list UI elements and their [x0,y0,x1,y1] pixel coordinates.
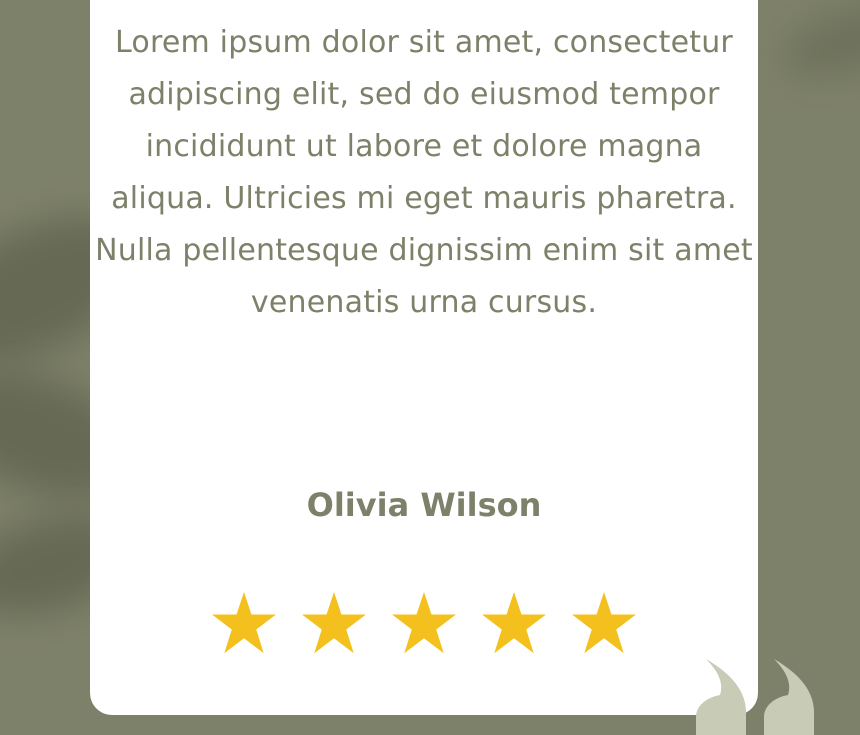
leaf-shadow [774,0,860,92]
quotation-mark-icon [690,655,830,735]
star-icon [300,590,368,658]
star-icon [210,590,278,658]
star-icon [570,590,638,658]
star-icon [480,590,548,658]
testimonial-quote: Lorem ipsum dolor sit amet, consectetur adipiscing elit, sed do eiusmod tempor incididunt ut labore et dolore magna aliqua. Ultricies mi eget mauris pharetra. Nulla pellentesque dignissim enim sit amet venenatis urna cursus. [95,25,753,320]
testimonial-author: Olivia Wilson [306,486,542,524]
testimonial-card [90,0,758,715]
star-rating [90,590,758,658]
star-icon [390,590,458,658]
